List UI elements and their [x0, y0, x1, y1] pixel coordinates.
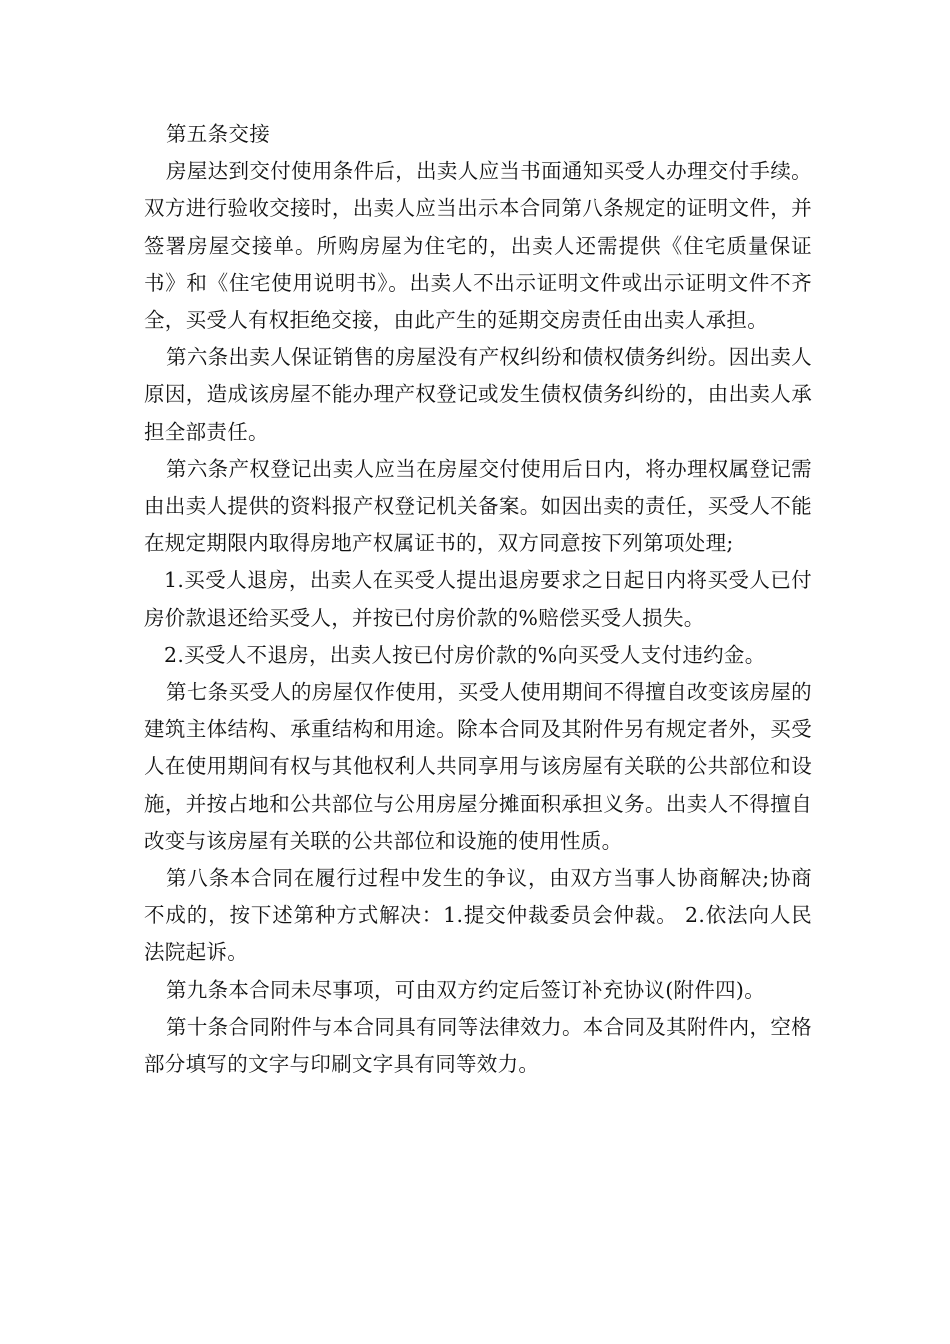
article-6-warranty: 第六条出卖人保证销售的房屋没有产权纠纷和债权债务纠纷。因出卖人原因，造成该房屋不能办理产权登记或发生债权债务纠纷的，由出卖人承担全部责任。: [144, 345, 812, 444]
article-7-usage: 第七条买受人的房屋仅作使用，买受人使用期间不得擅自改变该房屋的建筑主体结构、承重结构和用途。除本合同及其附件另有规定者外，买受人在使用期间有权与其他权利人共同享用与该房屋有关联的公共部位和设施，并按占地和公共部位与公用房屋分摊面积承担义务。出卖人不得擅自改变与该房屋有关联的公共部位和设施的使用性质。: [144, 680, 812, 853]
article-9-supplement: 第九条本合同未尽事项，可由双方约定后签订补充协议(附件四)。: [166, 977, 765, 1002]
document-body: [144, 116, 812, 1083]
article-6-registration: 第六条产权登记出卖人应当在房屋交付使用后日内，将办理权属登记需由出卖人提供的资料报产权登记机关备案。如因出卖的责任，买受人不能在规定期限内取得房地产权属证书的，双方同意按下列第项处理;: [144, 456, 812, 556]
article-5-text: 房屋达到交付使用条件后，出卖人应当书面通知买受人办理交付手续。双方进行验收交接时，出卖人应当出示本合同第八条规定的证明文件，并签署房屋交接单。所购房屋为住宅的，出卖人还需提供《住宅质量保证书》和《住宅使用说明书》。出卖人不出示证明文件或出示证明文件不齐全，买受人有权拒绝交接，由此产生的延期交房责任由出卖人承担。: [144, 159, 812, 333]
option-2-keep: 2.买受人不退房，出卖人按已付房价款的%向买受人支付违约金。: [164, 642, 766, 667]
article-8-disputes: 第八条本合同在履行过程中发生的争议，由双方当事人协商解决;协商不成的，按下述第种方式解决：1.提交仲裁委员会仲裁。 2.依法向人民法院起诉。: [144, 866, 812, 965]
article-10-attachments: 第十条合同附件与本合同具有同等法律效力。本合同及其附件内，空格部分填写的文字与印刷文字具有同等效力。: [144, 1014, 812, 1077]
article-5-heading: 第五条交接: [166, 122, 270, 146]
option-1-return: 1.买受人退房，出卖人在买受人提出退房要求之日起日内将买受人已付房价款退还给买受人，并按已付房价款的%赔偿买受人损失。: [144, 568, 812, 630]
